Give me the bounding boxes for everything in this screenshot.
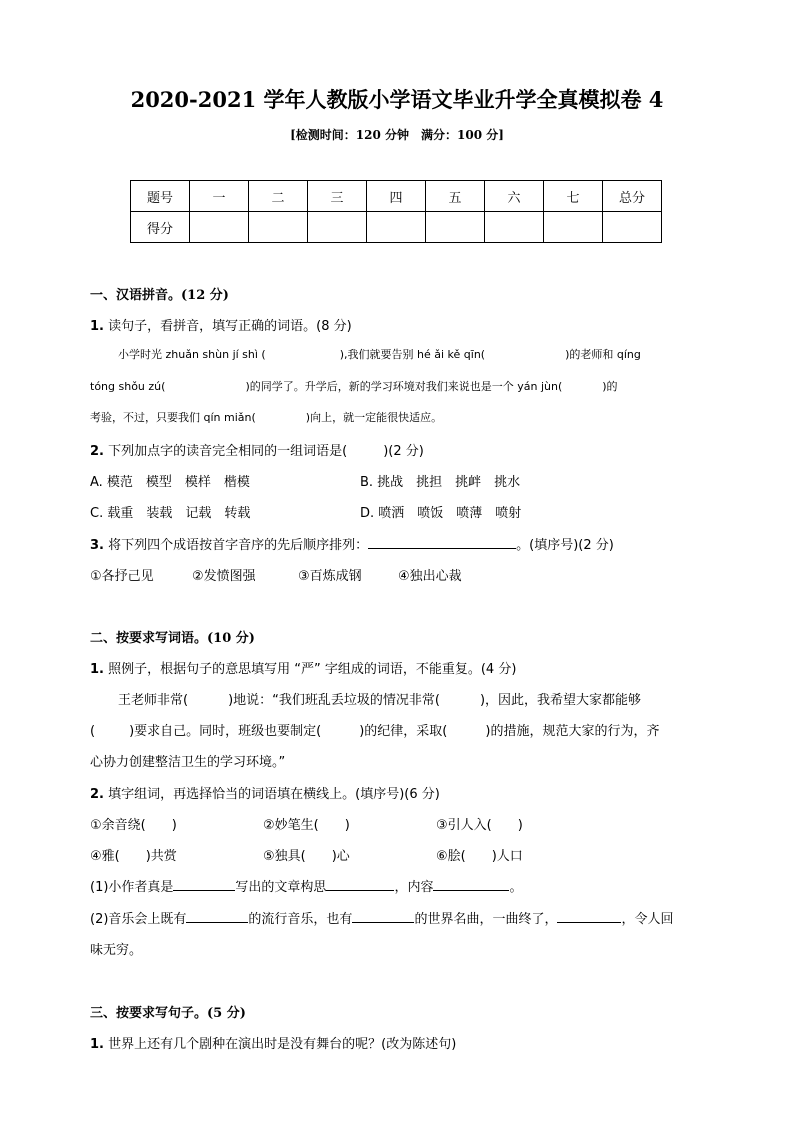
s2-q2-sentence-2-cont: 味无穷。 xyxy=(90,943,143,958)
word-option-4: ④雅( )共赏 xyxy=(90,849,177,864)
s2-q1-line-3: 心协力创建整洁卫生的学习环境。” xyxy=(90,755,286,770)
sentence-text: ，内容 xyxy=(394,880,434,895)
score-cell[interactable] xyxy=(190,212,249,243)
section-1-title: 一、汉语拼音。(12 分) xyxy=(90,288,229,303)
score-row-label: 得分 xyxy=(131,212,190,243)
pinyin-text: )的同学了。升学后，新的学习环境对我们来说也是一个 yán jùn( xyxy=(245,380,563,393)
score-cell[interactable] xyxy=(544,212,603,243)
word-option-5: ⑤独具( )心 xyxy=(263,849,350,864)
exam-title: 2020-2021 学年人教版小学语文毕业升学全真模拟卷 4 xyxy=(130,87,664,112)
score-cell[interactable] xyxy=(308,212,367,243)
score-cell[interactable] xyxy=(485,212,544,243)
score-header-cell: 七 xyxy=(544,181,603,212)
idiom-option-3: ③百炼成钢 xyxy=(298,569,362,584)
question-text: 读句子，看拼音，填写正确的词语。(8 分) xyxy=(108,319,352,334)
question-text-end: 。(填序号)(2 分) xyxy=(516,538,614,553)
score-cell[interactable] xyxy=(426,212,485,243)
idiom-option-2: ②发愤图强 xyxy=(192,569,256,584)
option-c: C. 载重 装载 记载 转载 xyxy=(90,506,251,521)
pinyin-text: )的老师和 qíng xyxy=(565,348,641,361)
s1-q1-line-3 xyxy=(90,409,442,425)
question-number: 2. xyxy=(90,787,104,802)
word-option-3: ③引人入( ) xyxy=(436,818,523,833)
question-number: 1. xyxy=(90,1037,104,1052)
answer-blank[interactable] xyxy=(352,910,414,923)
score-header-cell: 六 xyxy=(485,181,544,212)
question-text: 将下列四个成语按首字音序的先后顺序排列： xyxy=(108,538,369,553)
answer-blank[interactable] xyxy=(557,910,621,923)
score-table-score-row xyxy=(131,212,662,243)
s2-q2-sentence-1 xyxy=(90,876,522,895)
question-number: 1. xyxy=(90,319,104,334)
exam-subtitle: [检测时间：120 分钟 满分：100 分] xyxy=(290,128,504,142)
score-header-cell: 一 xyxy=(190,181,249,212)
question-text: 填字组词，再选择恰当的词语填在横线上。(填序号)(6 分) xyxy=(108,787,440,802)
sentence-text: (1)小作者真是 xyxy=(90,880,174,895)
s1-q2-stem xyxy=(90,440,424,459)
s1-q1-stem xyxy=(90,315,352,334)
s1-q1-line-2 xyxy=(90,378,618,394)
option-d: D. 喷洒 喷饭 喷薄 喷射 xyxy=(360,506,522,521)
passage-text: )要求自己。同时，班级也要制定( xyxy=(129,724,322,739)
word-option-1: ①余音绕( ) xyxy=(90,818,177,833)
answer-blank[interactable] xyxy=(326,878,394,891)
answer-blank[interactable] xyxy=(368,536,516,549)
word-option-2: ②妙笔生( ) xyxy=(263,818,350,833)
score-cell[interactable] xyxy=(603,212,662,243)
sentence-text: 的流行音乐，也有 xyxy=(248,912,353,927)
idiom-option-1: ①各抒己见 xyxy=(90,569,154,584)
word-option-6: ⑥脍( )人口 xyxy=(436,849,523,864)
section-2-title: 二、按要求写词语。(10 分) xyxy=(90,631,255,646)
sentence-text: 的世界名曲，一曲终了， xyxy=(414,912,558,927)
answer-blank[interactable] xyxy=(186,910,248,923)
s2-q2-stem xyxy=(90,783,440,802)
passage-text: ( xyxy=(90,724,96,739)
s2-q1-line-2 xyxy=(90,720,659,739)
passage-text: )的纪律，采取( xyxy=(359,724,448,739)
sentence-text: ，令人回 xyxy=(621,912,674,927)
score-header-cell: 二 xyxy=(249,181,308,212)
pinyin-text: 小学时光 zhuǎn shùn jí shì ( xyxy=(118,348,266,361)
pinyin-text: 考验，不过，只要我们 qín miǎn( xyxy=(90,411,256,424)
score-header-cell: 三 xyxy=(308,181,367,212)
question-text-end: )(2 分) xyxy=(383,444,424,459)
answer-blank[interactable] xyxy=(173,878,235,891)
score-header-cell: 总分 xyxy=(603,181,662,212)
pinyin-text: tóng shǒu zú( xyxy=(90,380,166,393)
score-cell[interactable] xyxy=(249,212,308,243)
s1-q3-stem xyxy=(90,534,614,553)
pinyin-text: )向上，就一定能很快适应。 xyxy=(305,411,443,424)
score-header-cell: 题号 xyxy=(131,181,190,212)
question-text: 世界上还有几个剧种在演出时是没有舞台的呢？(改为陈述句) xyxy=(108,1037,457,1052)
score-header-cell: 四 xyxy=(367,181,426,212)
question-text: 照例子，根据句子的意思填写用 “严” 字组成的词语，不能重复。(4 分) xyxy=(108,662,517,677)
s2-q1-line-1 xyxy=(118,689,641,708)
pinyin-text: ),我们就要告别 hé ǎi kě qīn( xyxy=(339,348,486,361)
score-table-header-row xyxy=(131,181,662,212)
question-number: 2. xyxy=(90,444,104,459)
idiom-option-4: ④独出心裁 xyxy=(398,569,462,584)
s2-q2-sentence-2 xyxy=(90,908,673,927)
s1-q1-line-1 xyxy=(118,346,641,362)
pinyin-text: )的 xyxy=(602,380,618,393)
passage-text: )地说：“我们班乱丢垃圾的情况非常( xyxy=(228,693,440,708)
passage-text: )的措施，规范大家的行为，齐 xyxy=(485,724,660,739)
s3-q1-stem xyxy=(90,1033,456,1052)
passage-text: )，因此，我希望大家都能够 xyxy=(479,693,642,708)
sentence-text: (2)音乐会上既有 xyxy=(90,912,187,927)
passage-text: 王老师非常( xyxy=(118,693,189,708)
answer-blank[interactable] xyxy=(433,878,509,891)
question-number: 1. xyxy=(90,662,104,677)
s2-q1-stem xyxy=(90,658,516,677)
score-table xyxy=(130,180,662,243)
option-b: B. 挑战 挑担 挑衅 挑水 xyxy=(360,475,521,490)
option-a: A. 模范 模型 模样 楷模 xyxy=(90,475,250,490)
section-3-title: 三、按要求写句子。(5 分) xyxy=(90,1006,246,1021)
sentence-text: 写出的文章构思 xyxy=(235,880,327,895)
score-cell[interactable] xyxy=(367,212,426,243)
question-number: 3. xyxy=(90,538,104,553)
question-text: 下列加点字的读音完全相同的一组词语是( xyxy=(108,444,348,459)
score-header-cell: 五 xyxy=(426,181,485,212)
sentence-text: 。 xyxy=(509,880,523,895)
